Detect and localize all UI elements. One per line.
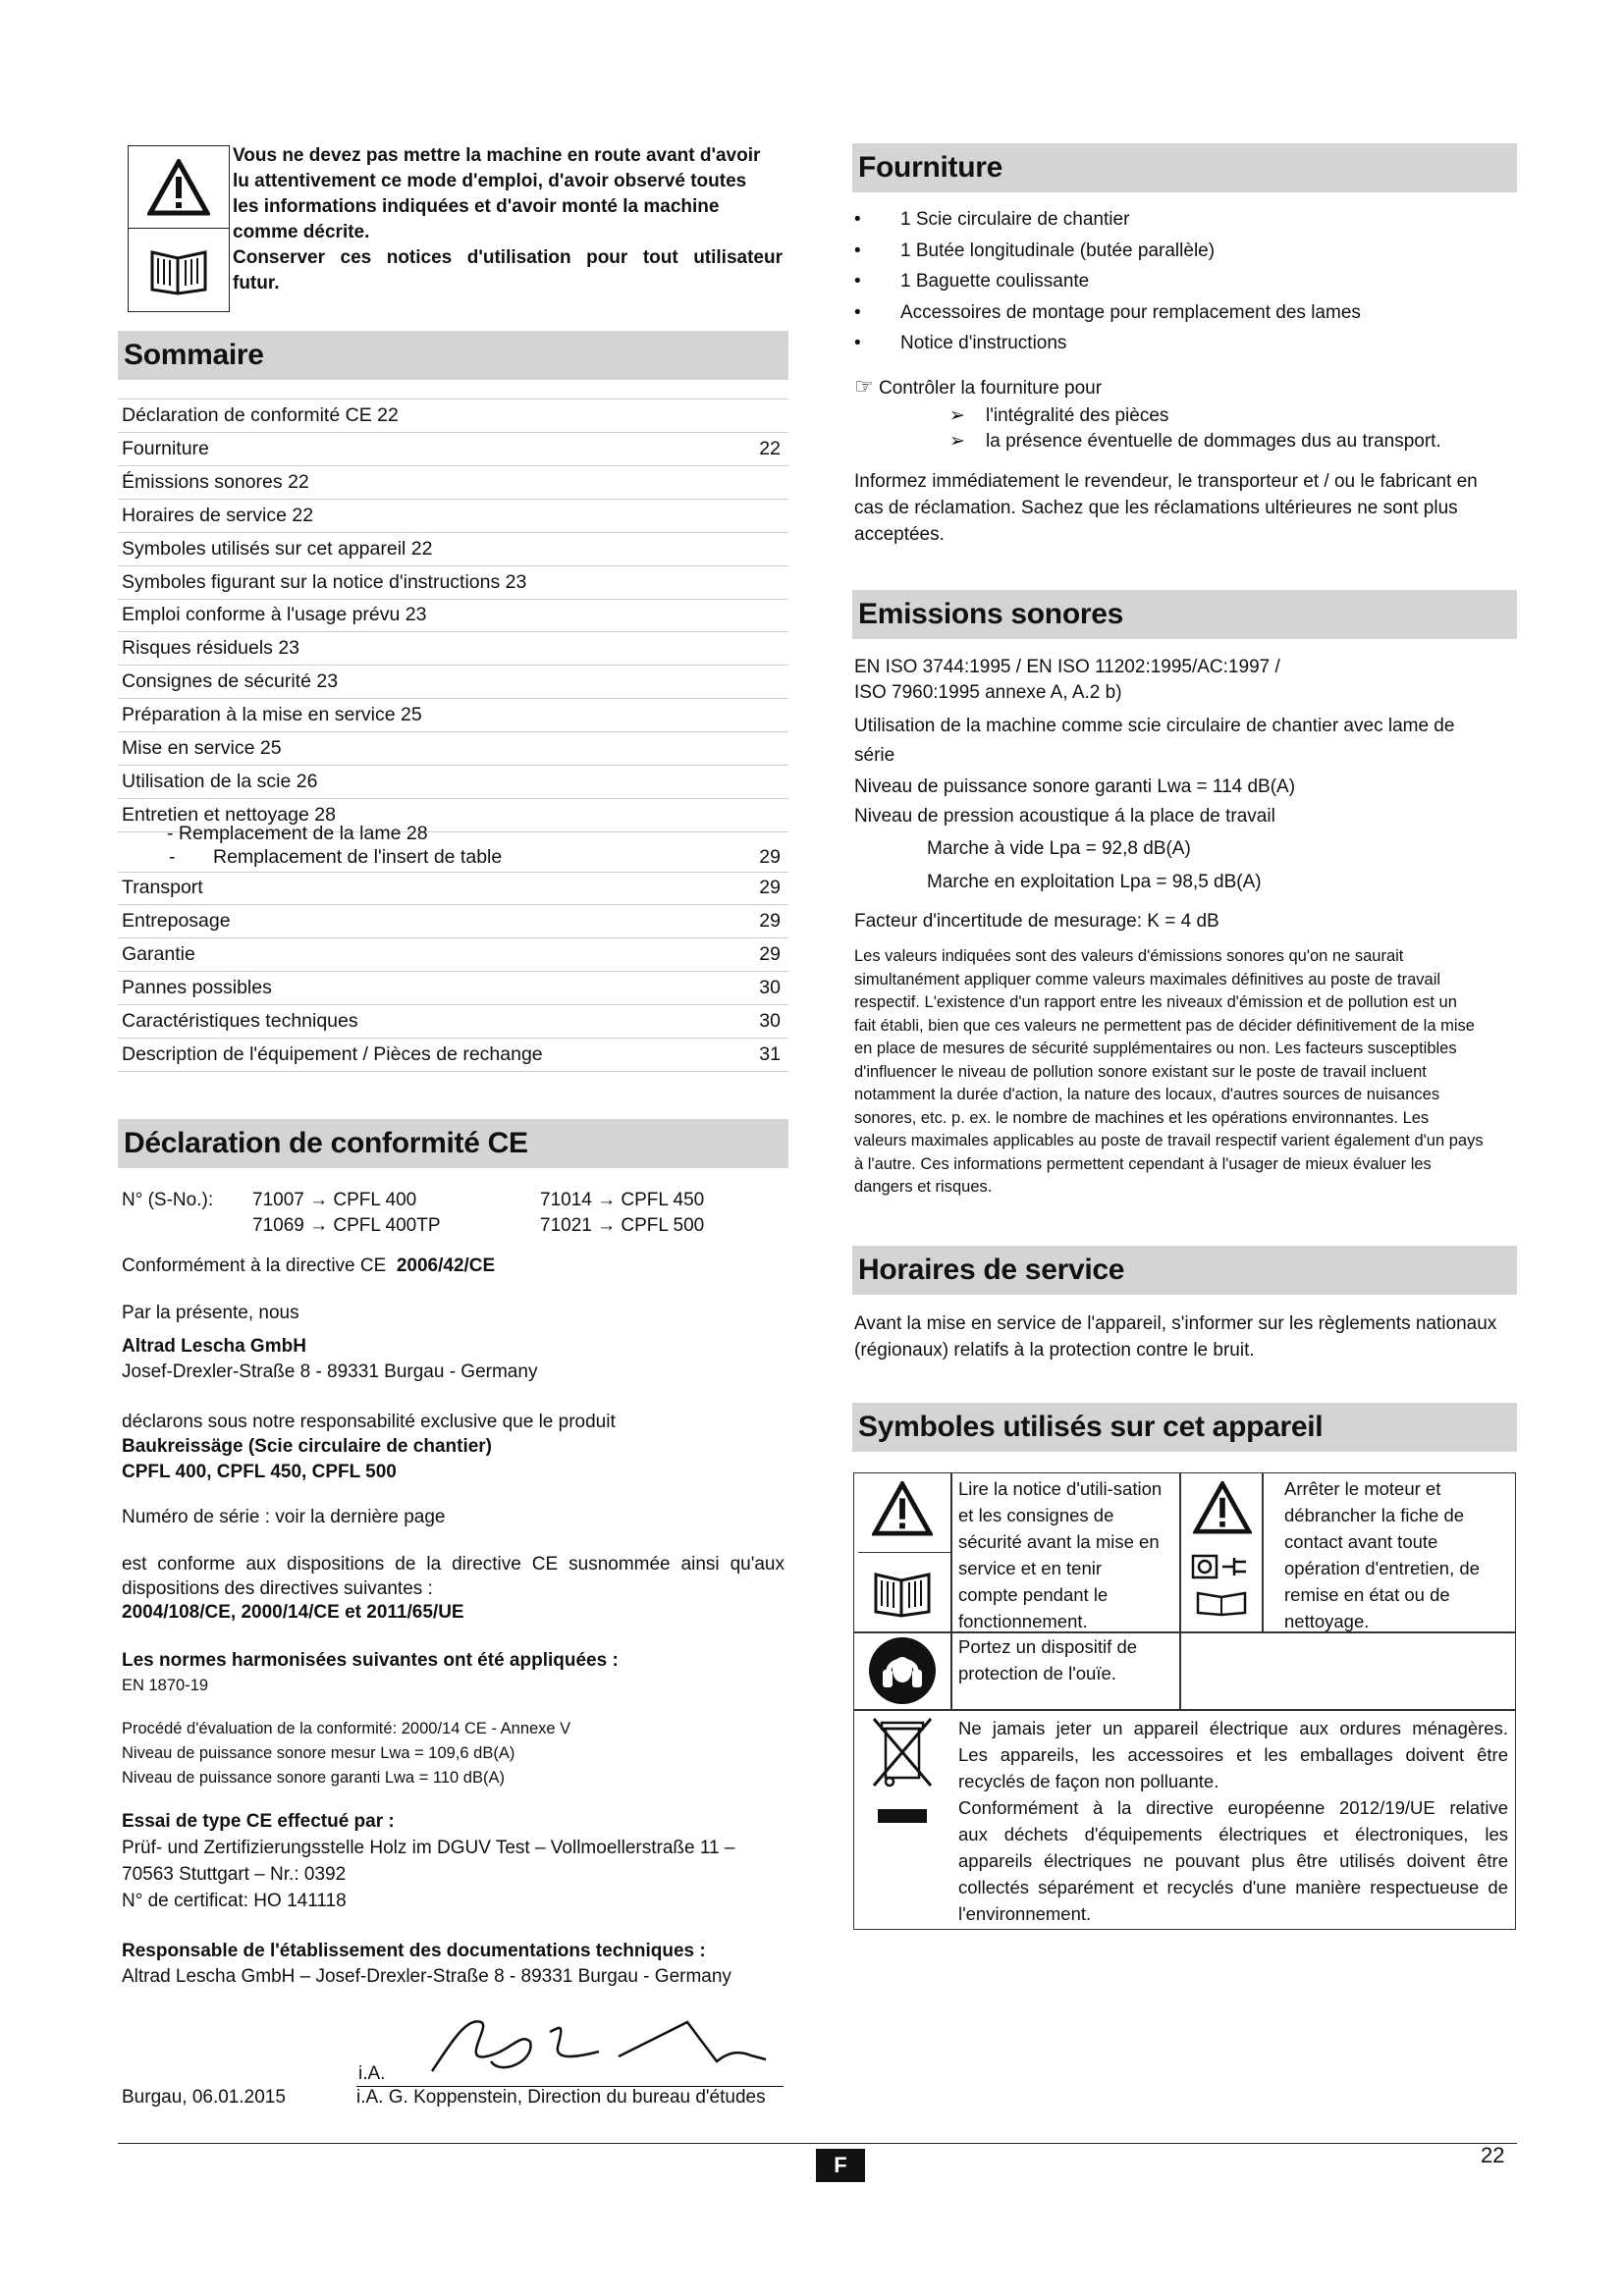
emission-standards-2: ISO 7960:1995 annexe A, A.2 b) (854, 682, 1122, 703)
toc-item-label: Transport (122, 877, 203, 898)
symbol-text-line: et les consignes de (958, 1505, 1114, 1525)
guaranteed-level: Niveau de puissance sonore garanti Lwa = 110 dB(A) (122, 1769, 505, 1787)
serial-text: Numéro de série : voir la dernière page (122, 1507, 446, 1527)
toc-item-b-1[interactable] (118, 905, 788, 938)
symbol-text-line: recyclés de façon non polluante. (958, 1771, 1219, 1791)
toc-item-b-2[interactable] (118, 938, 788, 972)
toc-item-page: 29 (759, 909, 781, 932)
model-4: 71021 → CPFL 500 (540, 1215, 705, 1236)
symbol-text-line: Les appareils, les accessoires et les emballages doivent être (958, 1744, 1508, 1765)
test-title: Essai de type CE effectué par : (122, 1811, 395, 1832)
horaires-text-1: Avant la mise en service de l'appareil, s'informer sur les règlements nationaux (854, 1313, 1497, 1334)
company-address: Josef-Drexler-Straße 8 - 89331 Burgau - Germany (122, 1362, 538, 1382)
symbol-text-line: nettoyage. (1284, 1611, 1370, 1631)
symbol-text-line: Conformément à la directive européenne 2012/19/UE relative (958, 1797, 1508, 1818)
conform-text-2: dispositions des directives suivantes : (122, 1578, 433, 1599)
fourniture-heading: Fourniture (852, 143, 1517, 192)
language-badge: F (816, 2149, 865, 2182)
toc-item-label: Consignes de sécurité 23 (122, 670, 339, 693)
symbol-text-line: compte pendant le (958, 1584, 1109, 1605)
toc-item-9[interactable] (118, 699, 788, 732)
ear-protection-icon (867, 1636, 938, 1705)
check-line: ☞ Contrôler la fourniture pour (854, 374, 1103, 399)
toc-item-b-0[interactable] (118, 872, 788, 905)
toc-item-6[interactable] (118, 599, 788, 632)
use-text-2: série (854, 745, 895, 766)
toc-sub-item-1[interactable]: - Remplacement de la lame 28 (167, 823, 428, 844)
emissions-paragraph-line: respectif. L'existence d'un rapport entre les niveaux d'émission et de pollution est un (854, 993, 1457, 1011)
symbol-text-line: sécurité avant la mise en (958, 1531, 1160, 1552)
symbol-text-line: aux déchets d'équipements électriques et électroniques, les (958, 1824, 1508, 1844)
toc-item-label: Fourniture (122, 437, 209, 459)
directive-line: Conformément à la directive CE 2006/42/CE (122, 1255, 496, 1276)
emissions-paragraph-line: en place de mesures de sécurité supplémentaires ou non. Les facteurs susceptibles (854, 1040, 1457, 1057)
toc-item-0[interactable] (118, 400, 788, 433)
toc-item-11[interactable] (118, 766, 788, 799)
symbol-text-line: service et en tenir (958, 1558, 1103, 1578)
check-item-1: ➢ l'intégralité des pièces (949, 405, 1169, 426)
warning-triangle-icon (129, 146, 229, 228)
emissions-paragraph (854, 945, 1484, 1200)
norms-title: Les normes harmonisées suivantes ont été appliquées : (122, 1650, 619, 1671)
footer-rule (118, 2143, 1517, 2144)
toc-item-2[interactable] (118, 466, 788, 500)
lpa-title: Niveau de pression acoustique á la place de travail (854, 806, 1275, 827)
product-name: Baukreissäge (Scie circulaire de chantier) (122, 1436, 493, 1457)
lwa-value: Niveau de puissance sonore garanti Lwa = 114 dB(A) (854, 776, 1296, 797)
emissions-paragraph-line: dangers et risques. (854, 1178, 993, 1196)
fourniture-item: • Notice d'instructions (854, 331, 1066, 356)
horaires-heading: Horaires de service (852, 1246, 1517, 1295)
norm-value: EN 1870-19 (122, 1677, 209, 1694)
toc-item-page: 30 (759, 1009, 781, 1032)
toc-item-3[interactable] (118, 500, 788, 533)
toc-item-page: 30 (759, 976, 781, 998)
toc-item-label: Entreposage (122, 909, 231, 932)
toc-item-label: Préparation à la mise en service 25 (122, 704, 422, 726)
toc-sub: - Remplacement de la lame 28 - Remplacement de l'insert de table 29 (118, 821, 788, 873)
symbol-text-line: contact avant toute (1284, 1531, 1438, 1552)
symbol-text-line: protection de l'ouïe. (958, 1663, 1116, 1683)
toc-item-4[interactable] (118, 533, 788, 566)
responsible-title: Responsable de l'établissement des documentations techniques : (122, 1941, 706, 1961)
bullet-icon: • (854, 301, 861, 323)
symbol-text-line: débrancher la fiche de (1284, 1505, 1465, 1525)
symbol-text-line: fonctionnement. (958, 1611, 1088, 1631)
toc-item-page: 29 (759, 877, 781, 898)
toc-item-page: 31 (759, 1042, 781, 1065)
signer: i.A. G. Koppenstein, Direction du bureau d'études (356, 2087, 766, 2108)
company-name: Altrad Lescha GmbH (122, 1336, 306, 1357)
toc-item-label: Risques résiduels 23 (122, 637, 300, 660)
horaires-text-2: (régionaux) relatifs à la protection contre le bruit. (854, 1340, 1255, 1361)
toc-item-label: Pannes possibles (122, 976, 272, 998)
symboles-heading: Symboles utilisés sur cet appareil (852, 1403, 1517, 1452)
uncertainty-factor: Facteur d'incertitude de mesurage: K = 4 dB (854, 911, 1219, 932)
toc-item-label: Caractéristiques techniques (122, 1009, 358, 1032)
bullet-icon: • (854, 209, 861, 230)
symbol-ear-protection-text (958, 1633, 1137, 1686)
toc-item-5[interactable] (118, 566, 788, 600)
toc-item-label: Utilisation de la scie 26 (122, 770, 318, 792)
toc-item-10[interactable] (118, 732, 788, 766)
unplug-icon (1191, 1552, 1254, 1583)
load-level: Marche en exploitation Lpa = 98,5 dB(A) (927, 872, 1262, 892)
measured-level: Niveau de puissance sonore mesur Lwa = 109,6 dB(A) (122, 1744, 515, 1762)
symbol-text-line: l'environnement. (958, 1903, 1092, 1924)
emissions-heading: Emissions sonores (852, 590, 1517, 639)
test-body-2: 70563 Stuttgart – Nr.: 0392 (122, 1864, 347, 1885)
symbol-weee-text (958, 1715, 1508, 1927)
conform-text-1: est conforme aux dispositions de la directive CE susnommée ainsi qu'aux (122, 1554, 785, 1575)
symbol-text-line: Arrêter le moteur et (1284, 1478, 1441, 1499)
toc-item-page: 22 (759, 437, 781, 459)
symbol-text-line: opération d'entretien, de (1284, 1558, 1480, 1578)
emissions-paragraph-line: fait établi, bien que ces valeurs ne permettent pas de décider définitivement de la mise (854, 1016, 1475, 1035)
sommaire-heading: Sommaire (118, 331, 788, 380)
bullet-icon: • (854, 333, 861, 353)
model-1: 71007 → CPFL 400 (252, 1190, 417, 1210)
page-number: 22 (1481, 2143, 1505, 2167)
pointing-hand-icon: ☞ (854, 374, 874, 399)
model-2: 71014 → CPFL 450 (540, 1190, 705, 1210)
symbol-text-line: Lire la notice d'utili-sation (958, 1478, 1163, 1499)
symbol-text-line: Portez un dispositif de (958, 1636, 1138, 1657)
symbols-table (853, 1472, 1516, 1930)
responsible-text: Altrad Lescha GmbH – Josef-Drexler-Straße 8 - 89331 Burgau - Germany (122, 1966, 731, 1987)
fourniture-item: • Accessoires de montage pour remplacement des lames (854, 300, 1361, 326)
fourniture-item: • 1 Butée longitudinale (butée parallèle) (854, 239, 1215, 264)
emissions-paragraph-line: d'influencer le niveau de pollution sonore existant sur le poste de travail incluent (854, 1062, 1427, 1081)
inform-2: cas de réclamation. Sachez que les réclamations ultérieures ne sont plus (854, 498, 1458, 518)
fourniture-item: • 1 Scie circulaire de chantier (854, 207, 1129, 233)
emissions-paragraph-line: Les valeurs indiquées sont des valeurs d'émissions sonores qu'on ne saurait (854, 947, 1404, 965)
test-body-1: Prüf- und Zertifizierungsstelle Holz im DGUV Test – Vollmoellerstraße 11 – (122, 1838, 735, 1858)
book-icon (870, 1567, 935, 1618)
toc-item-label: Symboles figurant sur la notice d'instructions 23 (122, 570, 527, 593)
warning-symbol-box (128, 145, 230, 312)
weee-bin-icon (868, 1715, 937, 1825)
toc-item-label: Description de l'équipement / Pièces de rechange (122, 1042, 543, 1065)
book-icon (129, 228, 229, 310)
symbol-stop-motor-text (1284, 1475, 1480, 1634)
inform-3: acceptées. (854, 524, 945, 545)
toc-item-label: Symboles utilisés sur cet appareil 22 (122, 537, 433, 560)
emissions-paragraph-line: simultanément appliquer comme valeurs maximales définitives au poste de travail (854, 970, 1441, 988)
symbol-text-line: collectés séparément et recyclés d'une manière respectueuse de (958, 1877, 1508, 1897)
certificate-number: N° de certificat: HO 141118 (122, 1891, 347, 1911)
warning-triangle-icon-2 (1193, 1481, 1252, 1534)
toc-item-b-4[interactable] (118, 1005, 788, 1039)
warning-triangle-icon (872, 1481, 933, 1536)
bullet-icon: • (854, 271, 861, 292)
use-text-1: Utilisation de la machine comme scie circulaire de chantier avec lame de (854, 716, 1455, 736)
warning-text: Vous ne devez pas mettre la machine en route avant d'avoir lu attentivement ce mode d'emploi, d'avoir observé toutes les informations indiquées et d'avoir monté la machine comme décrite. Conserver ces notices d'utilisation pour tout utilisateur futur. (233, 145, 783, 294)
product-models: CPFL 400, CPFL 450, CPFL 500 (122, 1462, 397, 1482)
manual-small-icon (1194, 1587, 1249, 1617)
declaration-heading: Déclaration de conformité CE (118, 1119, 788, 1168)
toc (118, 399, 788, 1065)
toc-item-label: Mise en service 25 (122, 737, 282, 759)
idle-level: Marche à vide Lpa = 92,8 dB(A) (927, 838, 1191, 859)
emissions-paragraph-line: à l'autre. Ces informations permettent cependant à l'usager de mieux évaluer les (854, 1154, 1432, 1173)
symbol-text-line: Ne jamais jeter un appareil électrique aux ordures ménagères. (958, 1718, 1508, 1738)
toc-item-label: Déclaration de conformité CE 22 (122, 404, 399, 426)
toc-item-label: Horaires de service 22 (122, 504, 314, 526)
emissions-paragraph-line: notamment la durée d'action, la nature des locaux, d'autres sources de nuisances (854, 1086, 1440, 1103)
toc-item-label: Émissions sonores 22 (122, 470, 309, 493)
symbol-read-manual-text (958, 1475, 1162, 1634)
toc-item-label: Garantie (122, 942, 195, 965)
ia-label: i.A. (358, 2063, 386, 2084)
symbol-text-line: remise en état ou de (1284, 1584, 1450, 1605)
emission-standards-1: EN ISO 3744:1995 / EN ISO 11202:1995/AC:1997 / (854, 657, 1280, 677)
toc-item-1[interactable] (118, 433, 788, 466)
toc-item-8[interactable] (118, 666, 788, 699)
declare-text: déclarons sous notre responsabilité exclusive que le produit (122, 1412, 616, 1432)
directives-list: 2004/108/CE, 2000/14/CE et 2011/65/UE (122, 1602, 464, 1623)
toc-item-page: 29 (759, 942, 781, 965)
place-date: Burgau, 06.01.2015 (122, 2087, 286, 2108)
symbol-text-line: appareils électriques ne pouvant plus être utilisés doivent être (958, 1850, 1508, 1871)
signature (393, 2002, 854, 2081)
model-3: 71069 → CPFL 400TP (252, 1215, 441, 1236)
procedure-text: Procédé d'évaluation de la conformité: 2000/14 CE - Annexe V (122, 1720, 571, 1737)
emissions-paragraph-line: valeurs maximales applicables au poste de travail respectif varient également d'un pays (854, 1132, 1484, 1149)
toc-item-b-5[interactable] (118, 1039, 788, 1072)
toc-item-7[interactable] (118, 632, 788, 666)
check-item-2: ➢ la présence éventuelle de dommages dus au transport. (949, 431, 1441, 452)
par-text: Par la présente, nous (122, 1303, 299, 1323)
fourniture-item: • 1 Baguette coulissante (854, 269, 1089, 294)
emissions-paragraph-line: sonores, etc. p. ex. le nombre de machines et les opérations environnantes. Les (854, 1108, 1430, 1127)
inform-1: Informez immédiatement le revendeur, le transporteur et / ou le fabricant en (854, 471, 1478, 492)
toc-item-label: Emploi conforme à l'usage prévu 23 (122, 604, 427, 626)
toc-sub-item-2[interactable]: Remplacement de l'insert de table (213, 846, 503, 868)
sno-label: N° (S-No.): (122, 1190, 214, 1210)
bullet-icon: • (854, 240, 861, 261)
toc-item-label: Entretien et nettoyage 28 (122, 803, 336, 826)
toc-item-b-3[interactable] (118, 972, 788, 1005)
